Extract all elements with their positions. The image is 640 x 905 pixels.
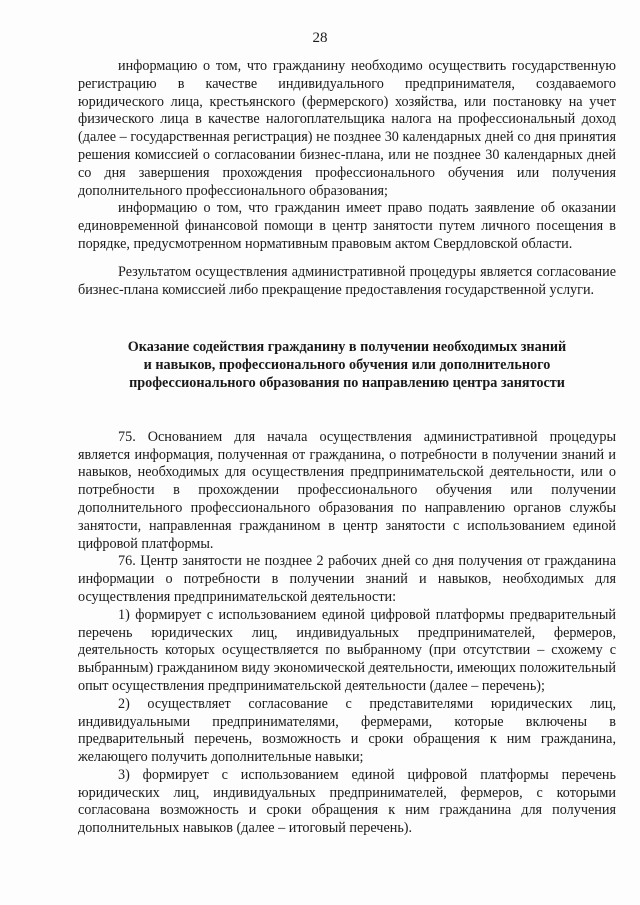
section-heading-line: профессионального образования по направлению центра занятости (129, 374, 565, 391)
paragraph-item-76: 76. Центр занятости не позднее 2 рабочих дней со дня получения от гражданина информации о потребности в получении знаний и навыков, необходимых для осуществления предпринимательской деятельности: (78, 553, 616, 605)
section-heading-line: и навыков, профессионального обучения или дополнительного (143, 357, 551, 374)
paragraph-item-76-2: 2) осуществляет согласование с представителями юридических лиц, индивидуальными предпринимателями, фермерами, которые включены в предварительный перечень, возможность и сроки обращения к ним гражданина, желающего получить дополнительные навыки; (78, 695, 616, 766)
document-body (78, 58, 616, 838)
paragraph-info-registration: информацию о том, что гражданину необходимо осуществить государственную регистрацию в качестве индивидуального предпринимателя, создаваемого юридического лица, крестьянского (фермерского) хозяйства, или постановку на учет физического лица в качестве налогоплательщика налога на профессиональный доход (далее – государственная регистрация) не позднее 30 календарных дней со дня принятия решения комиссией о согласовании бизнес-плана, или не позднее 30 календарных дней со дня завершения прохождения профессионального обучения или получения дополнительного профессионального образования; (78, 58, 616, 199)
paragraph-result: Результатом осуществления административной процедуры является согласование бизнес-плана комиссией либо прекращение предоставления государственной услуги. (78, 263, 616, 298)
section-heading (78, 339, 616, 392)
paragraph-item-76-1: 1) формирует с использованием единой цифровой платформы предварительный перечень юридических лиц, индивидуальных предпринимателей, фермеров, деятельность которых осуществляется по выбранному (при отсутствии – схожему с выбранным) гражданином виду экономической деятельности, имеющих положительный опыт осуществления предпринимательской деятельности (далее – перечень); (78, 606, 616, 694)
paragraph-item-75: 75. Основанием для начала осуществления административной процедуры является информация, полученная от гражданина, о потребности в получении знаний и навыков, необходимых для осуществления предпринимательской деятельности, или о потребности в прохождении профессионального обучения или получении дополнительного профессионального образования по направлению органов службы занятости, направленная гражданином в центр занятости с использованием единой цифровой платформы. (78, 428, 616, 552)
paragraph-info-application: информацию о том, что гражданин имеет право подать заявление об оказании единовременной финансовой помощи в центр занятости путем личного посещения в порядке, предусмотренном нормативным правовым актом Свердловской области. (78, 200, 616, 252)
paragraph-item-76-3: 3) формирует с использованием единой цифровой платформы перечень юридических лиц, индивидуальных предпринимателей, фермеров, с которыми согласована возможность и сроки обращения к ним гражданина для получения дополнительных навыков (далее – итоговый перечень). (78, 766, 616, 837)
section-heading-line: Оказание содействия гражданину в получении необходимых знаний (127, 339, 567, 356)
page-number: 28 (312, 30, 328, 46)
